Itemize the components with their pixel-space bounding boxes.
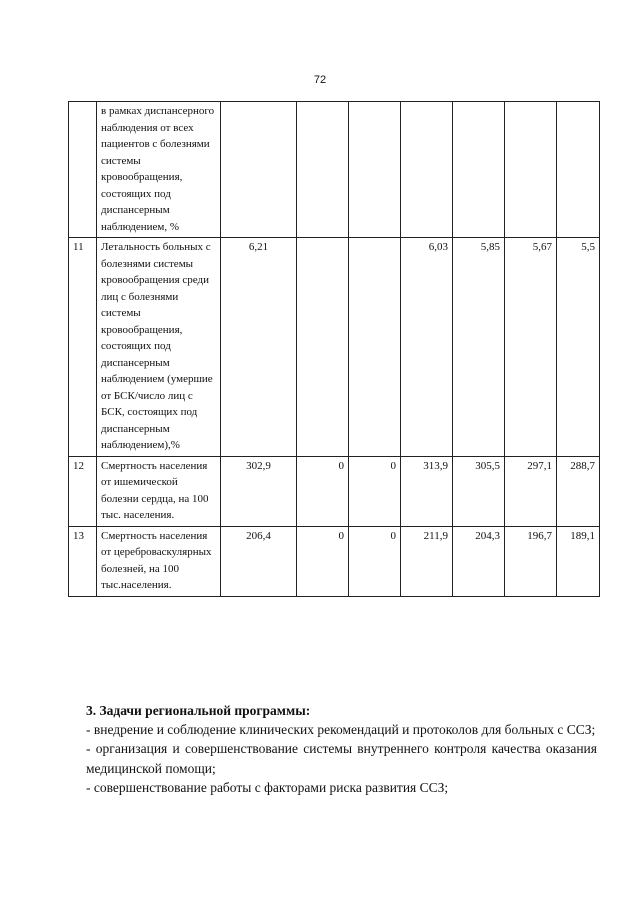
indicator-value: 0 — [349, 456, 401, 526]
page-number: 72 — [313, 74, 327, 86]
task-item-1: - внедрение и соблюдение клинических рекомендаций и протоколов для больных с ССЗ; — [86, 722, 596, 738]
indicator-name: Летальность больных с болезнями системы кровообращения среди лиц с болезнями системы кровообращения, состоящих под диспансерным наблюдением (умершие от БСК/число лиц с БСК, состоящих под диспансерным наблюдением),% — [97, 238, 221, 457]
indicator-value: 211,9 — [401, 526, 453, 596]
table-row — [69, 526, 600, 596]
task-item-2: - организация и совершенствование системы внутреннего контроля качества оказания медицинской помощи; — [86, 741, 597, 776]
indicator-value: 5,85 — [453, 238, 505, 457]
indicator-value: 204,3 — [453, 526, 505, 596]
indicator-name: Смертность населения от ишемической болезни сердца, на 100 тыс. населения. — [97, 456, 221, 526]
indicator-value — [297, 238, 349, 457]
indicator-value: 206,4 — [221, 526, 297, 596]
indicator-value: 196,7 — [505, 526, 557, 596]
indicator-value — [557, 102, 600, 238]
indicator-value: 297,1 — [505, 456, 557, 526]
table-row — [69, 102, 600, 238]
row-number: 11 — [69, 238, 97, 457]
indicator-value: 0 — [297, 456, 349, 526]
row-number: 12 — [69, 456, 97, 526]
indicator-value — [221, 102, 297, 238]
task-item-3: - совершенствование работы с факторами риска развития ССЗ; — [86, 779, 449, 795]
indicator-value — [349, 102, 401, 238]
indicator-value: 189,1 — [557, 526, 600, 596]
indicator-value: 5,67 — [505, 238, 557, 457]
indicator-value — [297, 102, 349, 238]
indicator-value: 313,9 — [401, 456, 453, 526]
indicator-value: 288,7 — [557, 456, 600, 526]
indicators-table — [68, 101, 600, 597]
indicator-value: 0 — [349, 526, 401, 596]
indicator-name: в рамках диспансерного наблюдения от всех пациентов с болезнями системы кровообращения, состоящих под диспансерным наблюдением, % — [97, 102, 221, 238]
indicator-value: 6,21 — [221, 238, 297, 457]
indicator-value: 305,5 — [453, 456, 505, 526]
row-number — [69, 102, 97, 238]
row-number: 13 — [69, 526, 97, 596]
indicator-value — [505, 102, 557, 238]
indicator-value — [349, 238, 401, 457]
indicator-value: 5,5 — [557, 238, 600, 457]
section-title: 3. Задачи региональной программы: — [86, 703, 311, 718]
indicator-value: 0 — [297, 526, 349, 596]
table-row — [69, 456, 600, 526]
indicator-value — [453, 102, 505, 238]
table-row — [69, 238, 600, 457]
indicator-value — [401, 102, 453, 238]
regional-program-tasks — [86, 701, 597, 797]
indicator-value: 6,03 — [401, 238, 453, 457]
indicator-value: 302,9 — [221, 456, 297, 526]
indicator-name: Смертность населения от цереброваскулярных болезней, на 100 тыс.населения. — [97, 526, 221, 596]
